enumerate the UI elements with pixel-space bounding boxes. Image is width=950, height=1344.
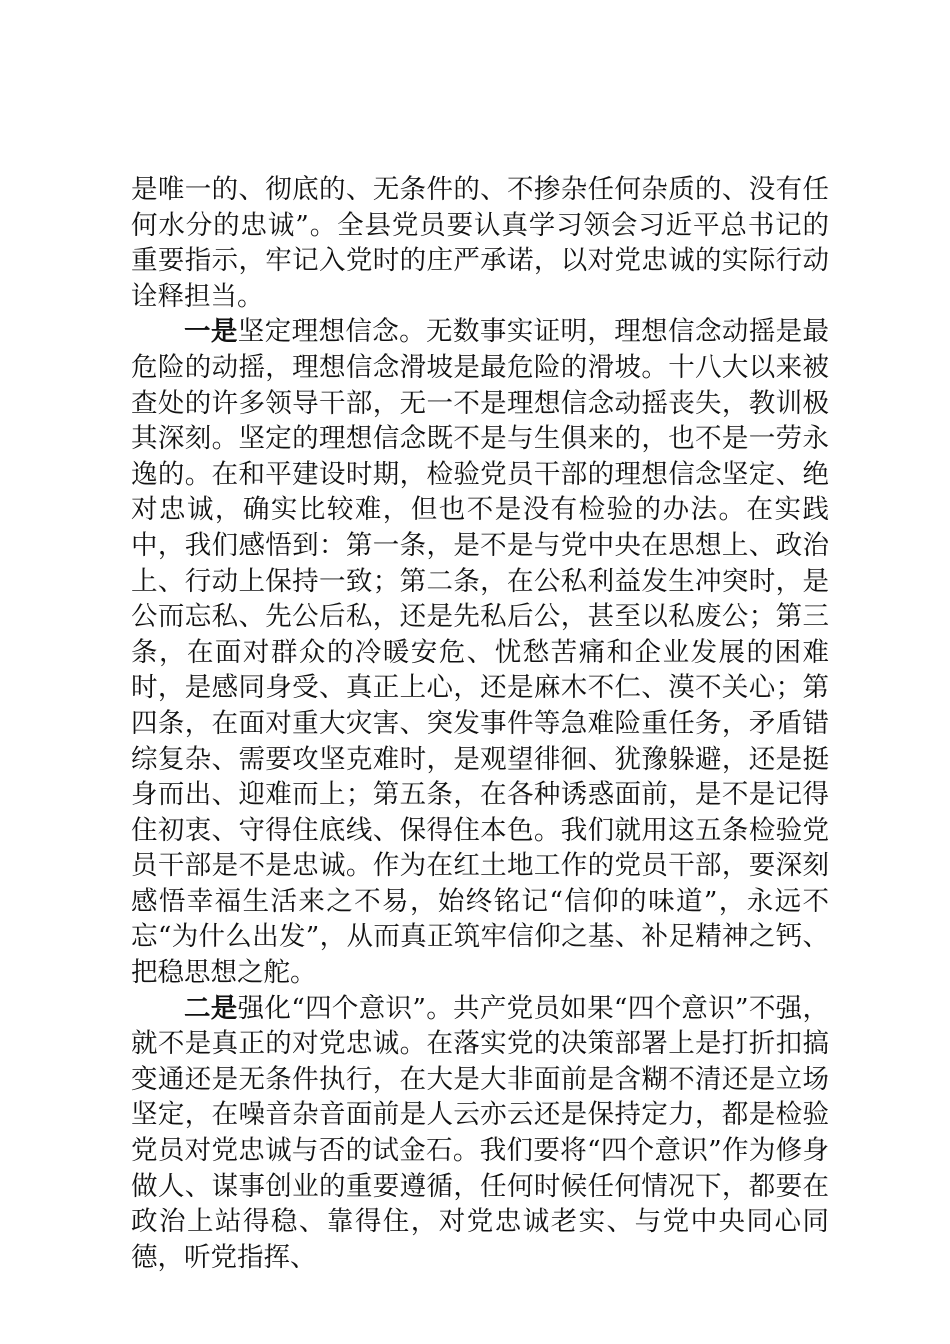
paragraph-lead: 一是 — [184, 316, 238, 348]
paragraph-second-point — [131, 991, 829, 1276]
paragraph-lead: 二是 — [184, 992, 238, 1024]
document-page — [131, 172, 829, 1275]
paragraph-continuation: 是唯一的、彻底的、无条件的、不掺杂任何杂质的、没有任何水分的忠诚”。全县党员要认真学习领会习近平总书记的重要指示，牢记入党时的庄严承诺，以对党忠诚的实际行动诠释担当。 — [131, 174, 829, 312]
paragraph-body: 强化“四个意识”。共产党员如果“四个意识”不强，就不是真正的对党忠诚。在落实党的决策部署上是打折扣搞变通还是无条件执行，在大是大非面前是含糊不清还是立场坚定，在噪音杂音面前是人云亦云还是保持定力，都是检验党员对党忠诚与否的试金石。我们要将“四个意识”作为修身做人、谋事创业的重要遵循，任何时候任何情况下，都要在政治上站得稳、靠得住，对党忠诚老实、与党中央同心同德，听党指挥、 — [131, 992, 829, 1273]
paragraph-first-point — [131, 314, 829, 990]
paragraph-body: 坚定理想信念。无数事实证明，理想信念动摇是最危险的动摇，理想信念滑坡是最危险的滑坡。十八大以来被查处的许多领导干部，无一不是理想信念动摇丧失，教训极其深刻。坚定的理想信念既不是与生俱来的，也不是一劳永逸的。在和平建设时期，检验党员干部的理想信念坚定、绝对忠诚，确实比较难，但也不是没有检验的办法。在实践中，我们感悟到：第一条，是不是与党中央在思想上、政治上、行动上保持一致；第二条，在公私利益发生冲突时，是公而忘私、先公后私，还是先私后公，甚至以私废公；第三条，在面对群众的冷暖安危、忧愁苦痛和企业发展的困难时，是感同身受、真正上心，还是麻木不仁、漠不关心；第四条，在面对重大灾害、突发事件等急难险重任务，矛盾错综复杂、需要攻坚克难时，是观望徘徊、犹豫躲避，还是挺身而出、迎难而上；第五条，在各种诱惑面前，是不是记得住初衷、守得住底线、保得住本色。我们就用这五条检验党员干部是不是忠诚。作为在红土地工作的党员干部，要深刻感悟幸福生活来之不易，始终铭记“信仰的味道”，永远不忘“为什么出发”，从而真正筑牢信仰之基、补足精神之钙、把稳思想之舵。 — [131, 316, 830, 989]
